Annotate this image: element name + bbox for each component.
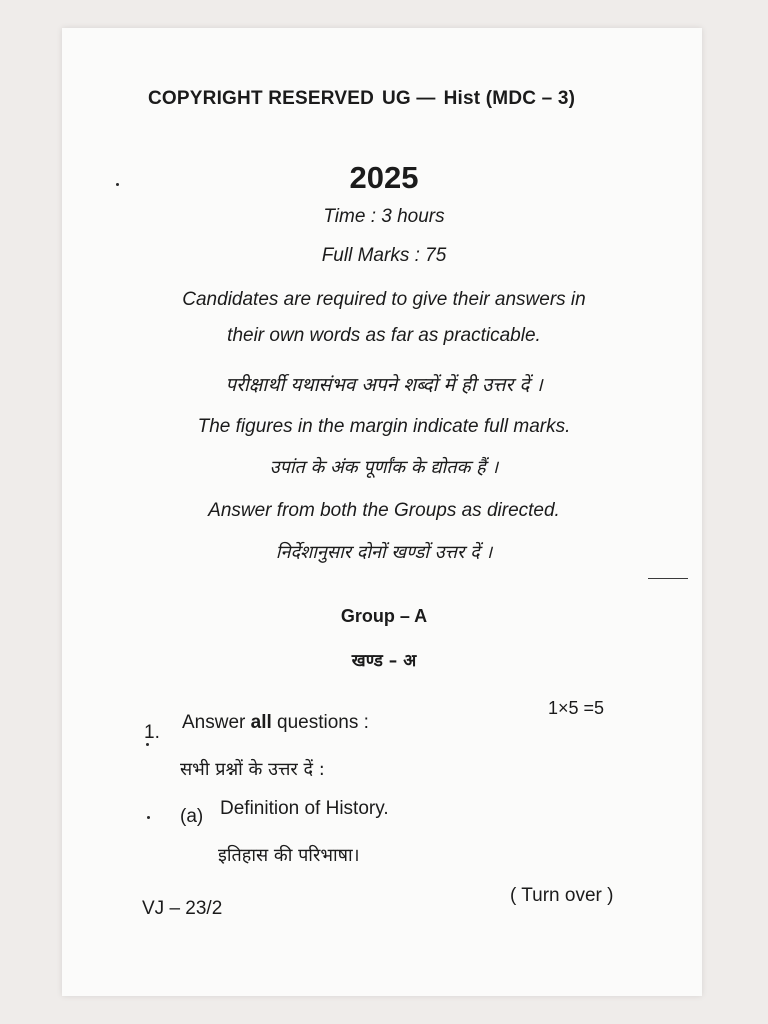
paper-name: Hist (MDC – 3) bbox=[443, 88, 576, 109]
turn-over-note: ( Turn over ) bbox=[510, 885, 614, 906]
group-a-title: Group – A bbox=[340, 606, 428, 626]
instruction-own-words-en-line2: their own words as far as practicable. bbox=[227, 325, 541, 346]
instruction-groups-en: Answer from both the Groups as directed. bbox=[208, 500, 560, 521]
question-marks: 1×5 =5 bbox=[548, 698, 605, 718]
sub-question-label: (a) bbox=[180, 806, 204, 827]
instruction-own-words-hi: परीक्षार्थी यथासंभव अपने शब्दों में ही उत्तर दें । bbox=[225, 374, 543, 396]
instruction-marks-hi: उपांत के अंक पूर्णांक के द्योतक हैं । bbox=[269, 457, 499, 478]
sub-question-text: Definition of History. bbox=[220, 798, 389, 819]
instruction-own-words-en-line1: Candidates are required to give their answers in bbox=[182, 289, 586, 310]
scan-speck bbox=[116, 183, 119, 186]
scan-mark bbox=[648, 578, 688, 579]
question-text-hi: सभी प्रश्नों के उत्तर दें : bbox=[180, 759, 325, 780]
question-text bbox=[182, 712, 369, 734]
course-code: UG — bbox=[382, 88, 436, 109]
exam-year: 2025 bbox=[349, 160, 419, 195]
question-number: 1. bbox=[144, 722, 160, 743]
instruction-marks-en: The figures in the margin indicate full marks. bbox=[197, 416, 571, 437]
sub-question-text-hi: इतिहास की परिभाषा। bbox=[218, 845, 360, 866]
question-text-suffix: questions : bbox=[271, 712, 369, 733]
paper-code: VJ – 23/2 bbox=[142, 898, 223, 919]
exam-full-marks: Full Marks : 75 bbox=[321, 245, 447, 266]
instruction-groups-hi: निर्देशानुसार दोनों खण्डों उत्तर दें । bbox=[275, 542, 493, 563]
copyright-notice: COPYRIGHT RESERVED bbox=[148, 88, 375, 109]
paper-header bbox=[148, 88, 575, 110]
group-a-title-hi: खण्ड – अ bbox=[351, 651, 417, 671]
question-text-prefix: Answer bbox=[182, 712, 251, 733]
scan-speck bbox=[146, 743, 149, 746]
question-text-emphasis: all bbox=[250, 712, 272, 733]
scan-speck bbox=[147, 816, 150, 819]
exam-duration: Time : 3 hours bbox=[323, 206, 445, 227]
